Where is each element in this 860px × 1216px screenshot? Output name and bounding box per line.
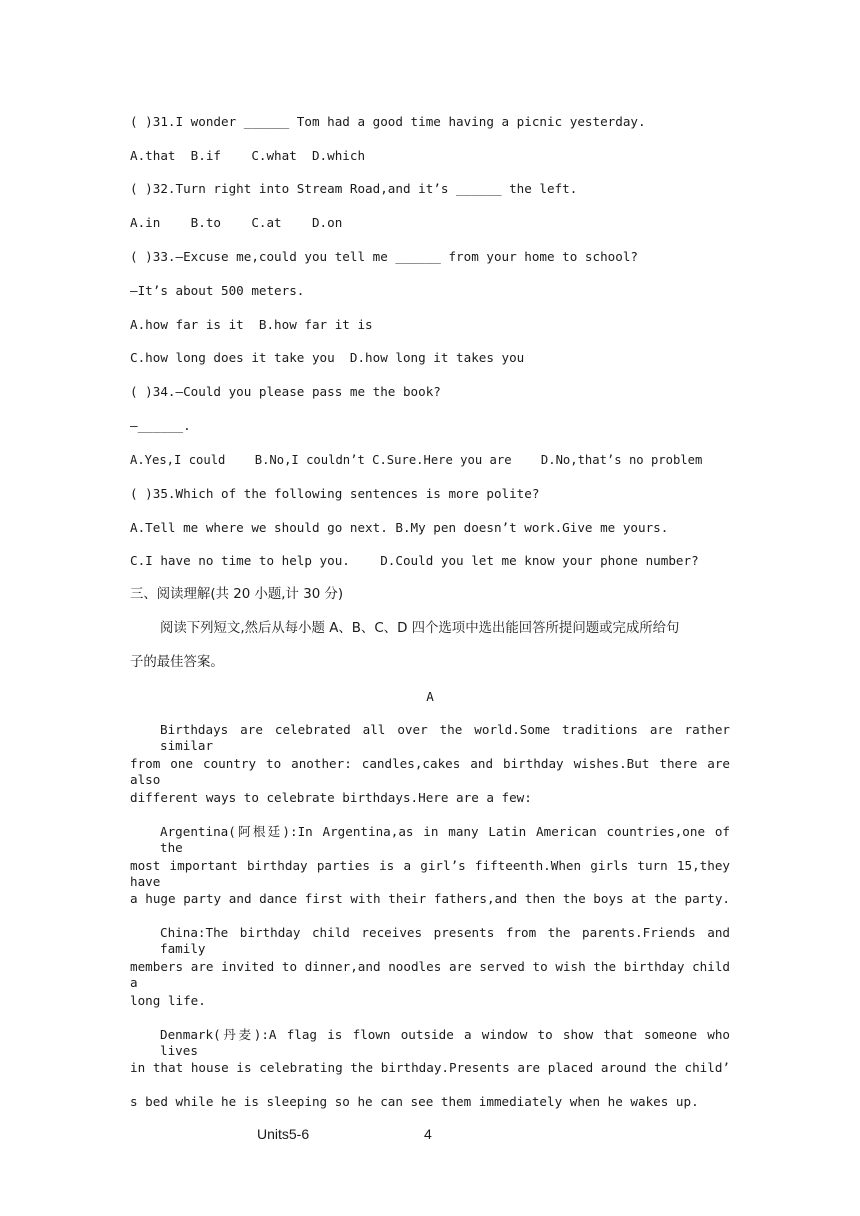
section-heading: 三、阅读理解(共 20 小题,计 30 分): [130, 587, 344, 602]
question-33-answer: —It’s about 500 meters.: [130, 283, 305, 298]
passage-p2-line2: most important birthday parties is a girl’s fifteenth.When girls turn 15,they have: [130, 858, 730, 889]
footer-page-number: 4: [424, 1126, 432, 1142]
passage-p3-line3: long life.: [130, 993, 206, 1008]
question-31-options: A.that B.if C.what D.which: [130, 148, 366, 163]
question-31: ( )31.I wonder ______ Tom had a good time having a picnic yesterday.: [130, 114, 646, 129]
section-instruction-line2: 子的最佳答案。: [130, 655, 224, 670]
question-34-options: A.Yes,I could B.No,I couldn’t C.Sure.Here you are D.No,that’s no problem: [130, 453, 703, 467]
section-instruction-line1: 阅读下列短文,然后从每小题 A、B、C、D 四个选项中选出能回答所提问题或完成所给句: [160, 621, 680, 636]
passage-p2-line1: Argentina(阿根廷):In Argentina,as in many Latin American countries,one of the: [160, 824, 730, 855]
question-32-options: A.in B.to C.at D.on: [130, 215, 343, 230]
passage-p4-line3: s bed while he is sleeping so he can see them immediately when he wakes up.: [130, 1094, 699, 1109]
question-32: ( )32.Turn right into Stream Road,and it’s ______ the left.: [130, 181, 578, 196]
question-33-options-ab: A.how far is it B.how far it is: [130, 317, 373, 332]
passage-p4-line2: in that house is celebrating the birthday.Presents are placed around the child’: [130, 1060, 730, 1075]
question-35: ( )35.Which of the following sentences is more polite?: [130, 486, 540, 501]
passage-p4-line1: Denmark(丹麦):A flag is flown outside a window to show that someone who lives: [160, 1027, 730, 1058]
question-35-options-ab: A.Tell me where we should go next. B.My pen doesn’t work.Give me yours.: [130, 520, 669, 535]
passage-p2-line3: a huge party and dance first with their fathers,and then the boys at the party.: [130, 891, 730, 906]
footer-unit-label: Units5-6: [257, 1126, 310, 1142]
passage-p3-line1: China:The birthday child receives presents from the parents.Friends and family: [160, 925, 730, 956]
question-35-options-cd: C.I have no time to help you. D.Could you let me know your phone number?: [130, 553, 699, 568]
passage-p1-line2: from one country to another: candles,cakes and birthday wishes.But there are also: [130, 756, 730, 787]
passage-p1-line1: Birthdays are celebrated all over the world.Some traditions are rather similar: [160, 722, 730, 753]
question-33-options-cd: C.how long does it take you D.how long it takes you: [130, 350, 525, 365]
passage-label: A: [426, 689, 434, 704]
question-34: ( )34.—Could you please pass me the book?: [130, 384, 441, 399]
passage-p1-line3: different ways to celebrate birthdays.Here are a few:: [130, 790, 532, 805]
question-33: ( )33.—Excuse me,could you tell me ______ from your home to school?: [130, 249, 638, 264]
question-34-blank: —______.: [130, 418, 191, 433]
passage-p3-line2: members are invited to dinner,and noodles are served to wish the birthday child a: [130, 959, 730, 990]
